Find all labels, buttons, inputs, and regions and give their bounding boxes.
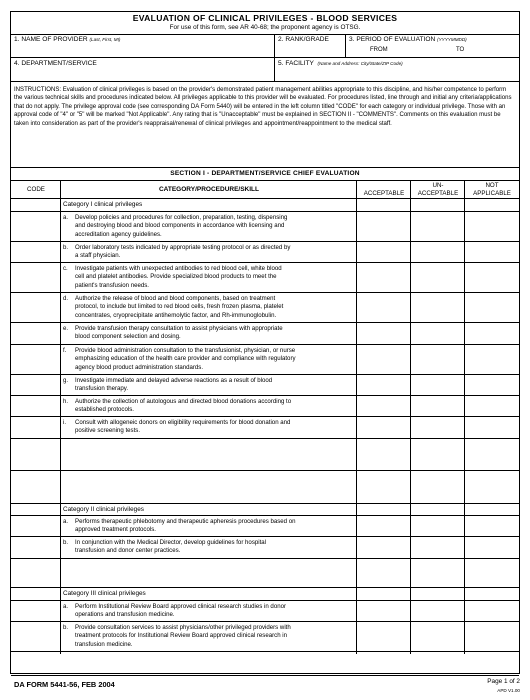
acceptable-cell[interactable] — [357, 601, 410, 621]
blank-row — [11, 471, 519, 504]
item-letter: b. — [63, 539, 69, 546]
procedure-row — [11, 396, 519, 417]
acceptable-cell[interactable] — [357, 537, 410, 558]
column-divider — [356, 180, 357, 654]
page-number: Page 1 of 2 — [487, 678, 520, 685]
code-cell[interactable] — [11, 212, 60, 241]
provider-name-label: 1. NAME OF PROVIDER — [14, 36, 88, 43]
unacceptable-header-line2: ACCEPTABLE — [417, 190, 459, 197]
item-text-line: transfusion therapy. — [75, 385, 129, 393]
item-text-line: transfusion medicine. — [75, 640, 133, 648]
not-applicable-cell[interactable] — [465, 516, 519, 536]
department-service-field[interactable] — [11, 58, 275, 82]
code-cell[interactable] — [11, 588, 60, 600]
code-cell[interactable] — [11, 471, 60, 503]
unacceptable-cell[interactable] — [411, 375, 464, 395]
column-divider — [464, 180, 465, 654]
unacceptable-cell[interactable] — [411, 601, 464, 621]
procedure-text — [63, 244, 359, 261]
form-subtitle: For use of this form, see AR 40-68; the proponent agency is OTSG. — [169, 24, 361, 31]
column-divider — [410, 180, 411, 654]
unacceptable-cell[interactable] — [411, 242, 464, 262]
unacceptable-cell[interactable] — [411, 396, 464, 416]
blank-row — [11, 559, 519, 588]
item-text-line: a staff physician. — [75, 252, 121, 260]
acceptable-header-label: ACCEPTABLE — [363, 190, 405, 197]
not-applicable-cell[interactable] — [465, 242, 519, 262]
rank-grade-label: 2. RANK/GRADE — [278, 36, 329, 43]
unacceptable-cell[interactable] — [411, 652, 464, 675]
category-label: Category II clinical privileges — [63, 506, 144, 513]
rank-grade-field[interactable] — [275, 34, 346, 58]
item-text-line: patient's transfusion needs. — [75, 281, 149, 289]
item-text-line: agency blood product administration standards. — [75, 363, 204, 371]
item-letter: b. — [63, 244, 69, 251]
unacceptable-cell[interactable] — [411, 263, 464, 292]
item-text-line: Order laboratory tests indicated by appropriate testing protocol or as directed by — [75, 244, 291, 251]
procedure-row — [11, 375, 519, 396]
unacceptable-cell[interactable] — [411, 199, 464, 211]
item-letter: g. — [63, 377, 69, 384]
item-text-line: Performs therapeutic phlebotomy and therapeutic apheresis procedures based on — [75, 518, 296, 525]
code-cell[interactable] — [11, 622, 60, 651]
not-applicable-cell[interactable] — [465, 263, 519, 292]
item-text-line: operations and transfusion medicine. — [75, 611, 175, 619]
acceptable-cell[interactable] — [357, 622, 410, 651]
acceptable-cell[interactable] — [357, 212, 410, 241]
period-from-label: FROM — [370, 47, 388, 53]
not-applicable-cell[interactable] — [465, 504, 519, 515]
acceptable-cell[interactable] — [357, 559, 410, 587]
acceptable-cell[interactable] — [357, 293, 410, 322]
not-applicable-cell[interactable] — [465, 537, 519, 558]
blank-row — [11, 439, 519, 471]
item-letter: b. — [63, 624, 69, 631]
not-applicable-column-header — [465, 180, 519, 199]
code-cell[interactable] — [11, 345, 60, 374]
code-cell[interactable] — [11, 504, 60, 515]
unacceptable-cell[interactable] — [411, 471, 464, 503]
category-label: Category I clinical privileges — [63, 201, 143, 208]
evaluation-period-hint: (YYYYMMDD) — [437, 37, 467, 42]
unacceptable-cell[interactable] — [411, 622, 464, 651]
code-cell[interactable] — [11, 439, 60, 470]
acceptable-cell[interactable] — [357, 417, 410, 438]
evaluation-form — [10, 11, 520, 674]
item-letter: c. — [63, 265, 68, 272]
item-text-line: cell and platelet antibodies. Provide specialized blood products to meet the — [75, 273, 277, 281]
unacceptable-cell[interactable] — [411, 439, 464, 470]
item-text-line: Investigate immediate and delayed adverse reactions as a result of blood — [75, 377, 273, 384]
facility-hint: (Name and Address: City/State/ZIP Code) — [317, 61, 403, 66]
item-letter: d. — [63, 295, 69, 302]
unacceptable-cell[interactable] — [411, 293, 464, 322]
unacceptable-cell[interactable] — [411, 345, 464, 374]
procedure-text — [63, 325, 359, 342]
code-cell[interactable] — [11, 263, 60, 292]
item-text-line: concentrates, cryoprecipitate antihemolytic factor, and Rh-immunoglobulin. — [75, 311, 277, 319]
acceptable-column-header — [357, 180, 411, 199]
item-text-line: In conjunction with the Medical Director, develop guidelines for hospital — [75, 539, 267, 546]
unacceptable-cell[interactable] — [411, 323, 464, 344]
column-divider — [60, 180, 61, 654]
form-header — [11, 12, 519, 35]
procedure-text — [63, 419, 359, 436]
unacceptable-cell[interactable] — [411, 417, 464, 438]
unacceptable-cell[interactable] — [411, 588, 464, 600]
department-service-label: 4. DEPARTMENT/SERVICE — [14, 60, 97, 67]
procedure-row — [11, 323, 519, 345]
not-applicable-cell[interactable] — [465, 396, 519, 416]
not-applicable-cell[interactable] — [465, 601, 519, 621]
code-cell[interactable] — [11, 417, 60, 438]
facility-label: 5. FACILITY — [278, 60, 314, 67]
procedure-text — [63, 539, 359, 556]
procedure-text — [63, 518, 359, 535]
item-text-line: Investigate patients with unexpected antibodies to red blood cell, white blood — [75, 265, 282, 272]
procedure-row — [11, 417, 519, 439]
code-cell[interactable] — [11, 652, 60, 675]
code-cell[interactable] — [11, 516, 60, 536]
unacceptable-cell[interactable] — [411, 212, 464, 241]
acceptable-cell[interactable] — [357, 345, 410, 374]
item-letter: a. — [63, 214, 69, 221]
category-row — [11, 504, 519, 516]
not-applicable-header-line1: NOT — [485, 182, 499, 189]
item-text-line: positive screening tests. — [75, 427, 141, 435]
item-text-line: Perform Institutional Review Board approved clinical research studies in donor — [75, 603, 287, 610]
item-text-line: Provide consultation services to assist physicians/other privileged providers with — [75, 624, 291, 631]
form-version: APD V1.00 — [497, 688, 520, 693]
procedure-row — [11, 242, 519, 263]
evaluation-period-label: 3. PERIOD OF EVALUATION — [349, 36, 436, 43]
item-text-line: treatment protocols for Institutional Review Board approved clinical research in — [75, 632, 288, 640]
item-letter: a. — [63, 518, 69, 525]
procedure-text — [63, 347, 359, 372]
item-letter: i. — [63, 419, 67, 426]
not-applicable-cell[interactable] — [465, 345, 519, 374]
item-letter: a. — [63, 603, 69, 610]
procedure-row — [11, 212, 519, 242]
item-text-line: and destroying blood and blood components in accordance with licensing and — [75, 222, 285, 230]
item-text-line: Develop policies and procedures for collection, preparation, testing, dispensing — [75, 214, 288, 221]
not-applicable-cell[interactable] — [465, 417, 519, 438]
item-text-line: Consult with allogeneic donors on eligibility requirements for blood donation and — [75, 419, 291, 426]
category-header-label: CATEGORY/PROCEDURE/SKILL — [158, 186, 260, 193]
code-header-label: CODE — [27, 186, 45, 193]
code-cell[interactable] — [11, 396, 60, 416]
not-applicable-cell[interactable] — [465, 323, 519, 344]
code-cell[interactable] — [11, 242, 60, 262]
not-applicable-cell[interactable] — [465, 652, 519, 675]
procedure-text — [63, 214, 359, 239]
evaluation-period-field[interactable] — [346, 34, 519, 58]
not-applicable-cell[interactable] — [465, 293, 519, 322]
section-title: SECTION I - DEPARTMENT/SERVICE CHIEF EVALUATION — [11, 168, 519, 181]
code-cell[interactable] — [11, 323, 60, 344]
acceptable-cell[interactable] — [357, 396, 410, 416]
category-column-header — [61, 180, 357, 199]
unacceptable-cell[interactable] — [411, 559, 464, 587]
item-letter: h. — [63, 398, 69, 405]
acceptable-cell[interactable] — [357, 323, 410, 344]
code-cell[interactable] — [11, 375, 60, 395]
procedure-row — [11, 601, 519, 622]
code-cell[interactable] — [11, 601, 60, 621]
acceptable-cell[interactable] — [357, 263, 410, 292]
category-row — [11, 199, 519, 212]
item-text-line: Provide transfusion therapy consultation to assist physicians with appropriate — [75, 325, 283, 332]
procedure-text — [63, 603, 359, 620]
category-label: Category III clinical privileges — [63, 590, 146, 597]
not-applicable-cell[interactable] — [465, 471, 519, 503]
item-letter: f. — [63, 347, 67, 354]
item-text-line: Provide blood administration consultation to the transfusionist, physician, or nurse — [75, 347, 296, 354]
procedure-text — [63, 377, 359, 394]
code-cell[interactable] — [11, 559, 60, 587]
category-row — [11, 588, 519, 601]
unacceptable-cell[interactable] — [411, 516, 464, 536]
form-title: EVALUATION OF CLINICAL PRIVILEGES - BLOOD SERVICES — [132, 13, 398, 23]
not-applicable-header-line2: APPLICABLE — [473, 190, 511, 197]
procedure-text — [63, 398, 359, 415]
procedure-row — [11, 516, 519, 537]
instructions-text: INSTRUCTIONS: Evaluation of clinical privileges is based on the provider's demonstrated patient management abilities appropriate to this discipline, and his/her competence to perform the various technical skills and procedures indicated below. All privileges applicable to this provider will be evaluated. For procedures listed, line through and initial any criteria/applications that do not apply. The privilege approval code (see corresponding DA Form 5440) will be entered in the left column titled "CODE" for each category or individual privilege. Those with an approval code of "4" or "5" will be marked "Not Applicable". Any rating that is "Unacceptable" must be explained in SECTION II - "COMMENTS". Comments on this evaluation must be taken into consideration as part of the provider's reappraisal/renewal of clinical privileges and appointment/reappointment to the medical staff. — [11, 82, 519, 168]
procedure-text — [63, 624, 359, 649]
acceptable-cell[interactable] — [357, 199, 410, 211]
not-applicable-cell[interactable] — [465, 439, 519, 470]
not-applicable-cell[interactable] — [465, 588, 519, 600]
item-text-line: transfusion and donor center practices. — [75, 547, 181, 555]
unacceptable-cell[interactable] — [411, 504, 464, 515]
acceptable-cell[interactable] — [357, 652, 410, 675]
acceptable-cell[interactable] — [357, 504, 410, 515]
item-text-line: Authorize the release of blood and blood components, based on treatment — [75, 295, 276, 302]
unacceptable-header-line1: UN- — [432, 182, 444, 189]
code-column-header — [11, 180, 61, 199]
code-cell[interactable] — [11, 293, 60, 322]
not-applicable-cell[interactable] — [465, 622, 519, 651]
item-letter: e. — [63, 325, 69, 332]
unacceptable-column-header — [411, 180, 465, 199]
procedure-row — [11, 345, 519, 375]
procedure-text — [63, 265, 359, 290]
procedure-text — [63, 295, 359, 320]
blank-row — [11, 652, 519, 676]
item-text-line: accreditation agency guidelines. — [75, 230, 162, 238]
item-text-line: Authorize the collection of autologous and directed blood donations according to — [75, 398, 292, 405]
acceptable-cell[interactable] — [357, 516, 410, 536]
acceptable-cell[interactable] — [357, 588, 410, 600]
not-applicable-cell[interactable] — [465, 375, 519, 395]
item-text-line: protocol, to include but limited to red blood cells, fresh frozen plasma, platelet — [75, 303, 284, 311]
item-text-line: established protocols. — [75, 406, 134, 414]
provider-name-hint: (Last, First, MI) — [89, 37, 121, 42]
item-text-line: approved treatment protocols. — [75, 526, 156, 534]
procedure-row — [11, 263, 519, 293]
item-text-line: emphasizing education of the health care provider and compliance with regulatory — [75, 355, 296, 363]
procedure-row — [11, 537, 519, 559]
unacceptable-cell[interactable] — [411, 537, 464, 558]
not-applicable-cell[interactable] — [465, 212, 519, 241]
provider-name-field[interactable] — [11, 34, 275, 58]
not-applicable-cell[interactable] — [465, 199, 519, 211]
acceptable-cell[interactable] — [357, 471, 410, 503]
code-cell[interactable] — [11, 199, 60, 211]
facility-field[interactable] — [275, 58, 519, 82]
not-applicable-cell[interactable] — [465, 559, 519, 587]
acceptable-cell[interactable] — [357, 439, 410, 470]
form-number: DA FORM 5441-56, FEB 2004 — [14, 680, 115, 689]
procedure-row — [11, 622, 519, 652]
procedure-row — [11, 293, 519, 323]
acceptable-cell[interactable] — [357, 242, 410, 262]
item-text-line: blood component selection and dosing. — [75, 333, 181, 341]
code-cell[interactable] — [11, 537, 60, 558]
acceptable-cell[interactable] — [357, 375, 410, 395]
period-to-label: TO — [456, 47, 465, 53]
